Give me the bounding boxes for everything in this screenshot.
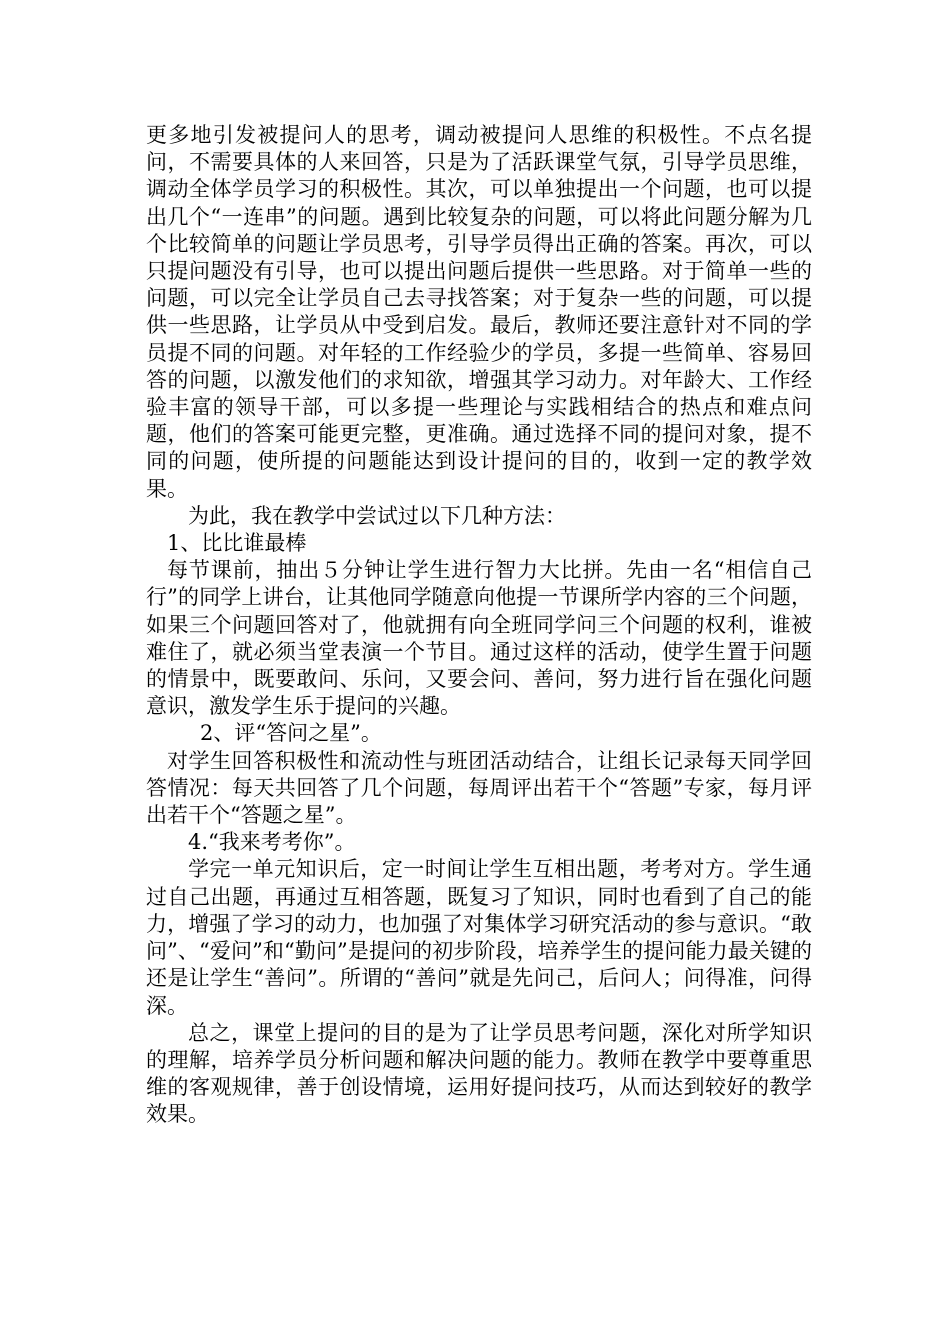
paragraph-methods-intro: 为此，我在教学中尝试过以下几种方法：: [188, 503, 566, 528]
paragraph-conclusion: 总之，课堂上提问的目的是为了让学员思考问题，深化对所学知识的理解，培养学员分析问题和解决问题的能力。教师在教学中要尊重思维的客观规律，善于创设情境，运用好提问技巧，从而达到较好的教学效果。: [146, 1020, 812, 1127]
paragraph-method-4: 学完一单元知识后，定一时间让学生互相出题，考考对方。学生通过自己出题，再通过互相答题，既复习了知识，同时也看到了自己的能力，增强了学习的动力，也加强了对集体学习研究活动的参与意识。“敢问”、“爱问”和“勤问”是提问的初步阶段，培养学生的提问能力最关键的还是让学生“善问”。所谓的“善问”就是先问己，后问人；问得准，问得深。: [146, 857, 812, 1018]
heading-method-1: 1、比比谁最棒: [167, 531, 307, 556]
paragraph-question-strategies: 更多地引发被提问人的思考，调动被提问人思维的积极性。不点名提问，不需要具体的人来回答，只是为了活跃课堂气氛，引导学员思维，调动全体学员学习的积极性。其次，可以单独提出一个问题，也可以提出几个“一连串”的问题。遇到比较复杂的问题，可以将此问题分解为几个比较简单的问题让学员思考，引导学员得出正确的答案。再次，可以只提问题没有引导，也可以提出问题后提供一些思路。对于简单一些的问题，可以完全让学员自己去寻找答案；对于复杂一些的问题，可以提供一些思路，让学员从中受到启发。最后，教师还要注意针对不同的学员提不同的问题。对年轻的工作经验少的学员，多提一些简单、容易回答的问题，以激发他们的求知欲，增强其学习动力。对年龄大、工作经验丰富的领导干部，可以多提一些理论与实践相结合的热点和难点问题，他们的答案可能更完整，更准确。通过选择不同的提问对象，提不同的问题，使所提的问题能达到设计提问的目的，收到一定的教学效果。: [146, 123, 812, 501]
heading-method-4: 4.“我来考考你”。: [188, 830, 356, 855]
paragraph-method-2: 对学生回答积极性和流动性与班团活动结合，让组长记录每天同学回答情况：每天共回答了几个问题，每周评出若干个“答题”专家，每月评出若干个“答题之星”。: [146, 748, 812, 828]
document-body: [146, 122, 812, 1129]
heading-method-2: 2、评“答问之星”。: [200, 721, 382, 746]
paragraph-method-1: 每节课前，抽出５分钟让学生进行智力大比拼。先由一名“相信自己行”的同学上讲台，让其他同学随意向他提一节课所学内容的三个问题，如果三个问题回答对了，他就拥有向全班同学问三个问题的权利，谁被难住了，就必须当堂表演一个节目。通过这样的活动，使学生置于问题的情景中，既要敢问、乐问，又要会问、善问，努力进行旨在强化问题意识，激发学生乐于提问的兴趣。: [146, 558, 812, 719]
